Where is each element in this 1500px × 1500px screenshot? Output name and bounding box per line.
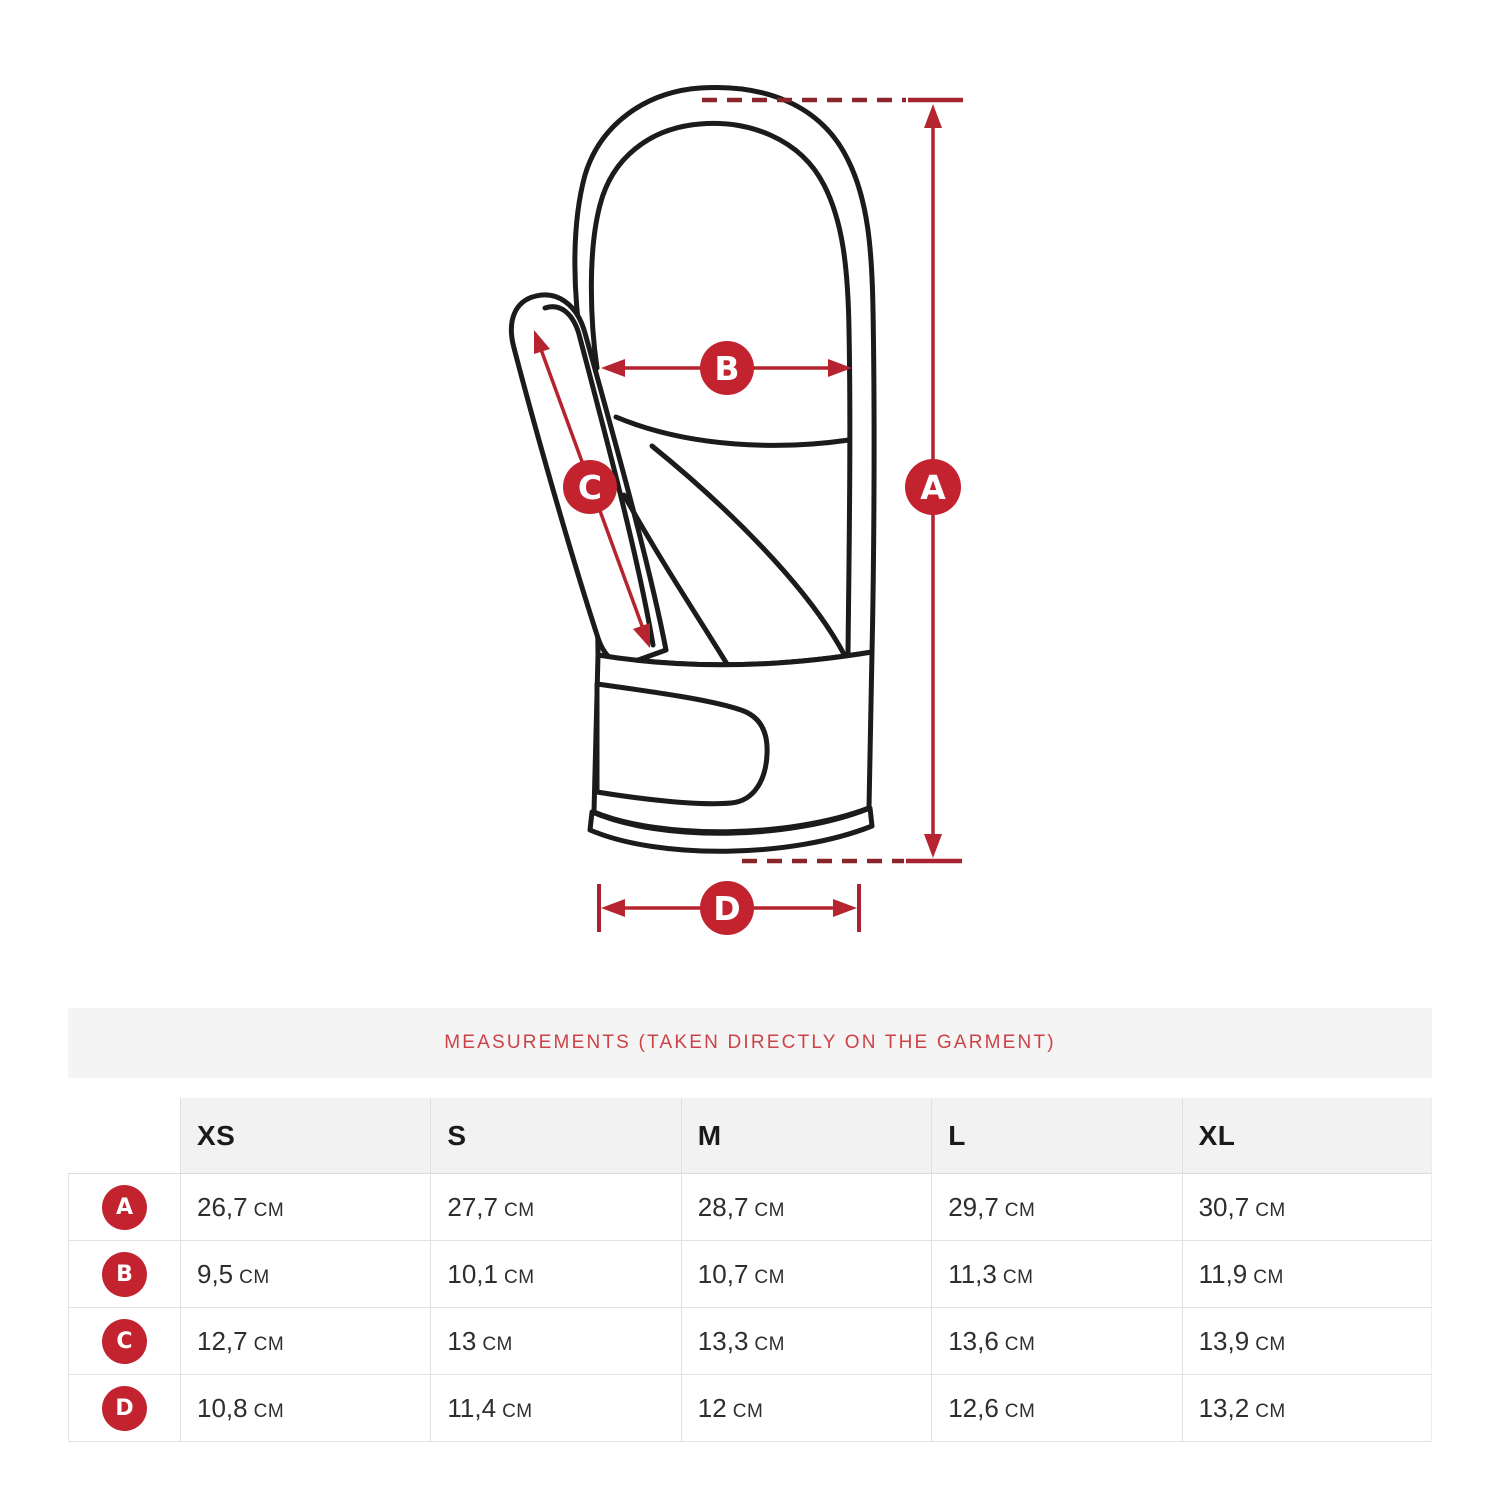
measurement-cell: 11,4 CM xyxy=(430,1375,680,1442)
measurement-cell: 27,7 CM xyxy=(430,1174,680,1241)
measurement-cell: 9,5 CM xyxy=(180,1241,430,1308)
row-badge-b: B xyxy=(102,1252,147,1297)
row-label-cell xyxy=(68,1174,180,1241)
measurement-cell: 13,9 CM xyxy=(1182,1308,1432,1375)
arrowhead-up xyxy=(924,104,942,128)
column-header-xl: XL xyxy=(1182,1098,1432,1174)
arrowhead-right xyxy=(833,899,857,917)
measurement-cell: 10,1 CM xyxy=(430,1241,680,1308)
measurement-cell: 13,2 CM xyxy=(1182,1375,1432,1442)
measurement-cell: 11,3 CM xyxy=(931,1241,1181,1308)
column-header-l: L xyxy=(931,1098,1181,1174)
measurement-cell: 13,6 CM xyxy=(931,1308,1181,1375)
measurement-cell: 12 CM xyxy=(681,1375,931,1442)
row-label-cell xyxy=(68,1375,180,1442)
section-title-band xyxy=(68,1008,1432,1078)
measurement-cell: 13,3 CM xyxy=(681,1308,931,1375)
marker-c-label: C xyxy=(577,468,603,507)
measurement-cell: 13 CM xyxy=(430,1308,680,1375)
measurement-cell: 28,7 CM xyxy=(681,1174,931,1241)
measurement-cell: 26,7 CM xyxy=(180,1174,430,1241)
column-header-xs: XS xyxy=(180,1098,430,1174)
table-corner-cell xyxy=(68,1098,180,1174)
row-badge-d: D xyxy=(102,1386,147,1431)
measurement-cell: 10,7 CM xyxy=(681,1241,931,1308)
measurement-cell: 12,6 CM xyxy=(931,1375,1181,1442)
arrowhead-down xyxy=(924,834,942,858)
measurement-cell: 11,9 CM xyxy=(1182,1241,1432,1308)
section-title: MEASUREMENTS (TAKEN DIRECTLY ON THE GARMENT) xyxy=(444,1032,1056,1053)
marker-d-label: D xyxy=(713,889,741,928)
row-badge-c: C xyxy=(102,1319,147,1364)
arrowhead-left xyxy=(601,899,625,917)
measurement-cell: 12,7 CM xyxy=(180,1308,430,1375)
measurements-table xyxy=(68,1098,1432,1442)
measurement-cell: 30,7 CM xyxy=(1182,1174,1432,1241)
column-header-m: M xyxy=(681,1098,931,1174)
row-label-cell xyxy=(68,1241,180,1308)
marker-a-label: A xyxy=(920,468,946,507)
row-label-cell xyxy=(68,1308,180,1375)
row-badge-a: A xyxy=(102,1185,147,1230)
measurement-cell: 29,7 CM xyxy=(931,1174,1181,1241)
column-header-s: S xyxy=(430,1098,680,1174)
mitten-outline xyxy=(511,87,874,851)
measurement-cell: 10,8 CM xyxy=(180,1375,430,1442)
marker-b-label: B xyxy=(714,349,740,388)
